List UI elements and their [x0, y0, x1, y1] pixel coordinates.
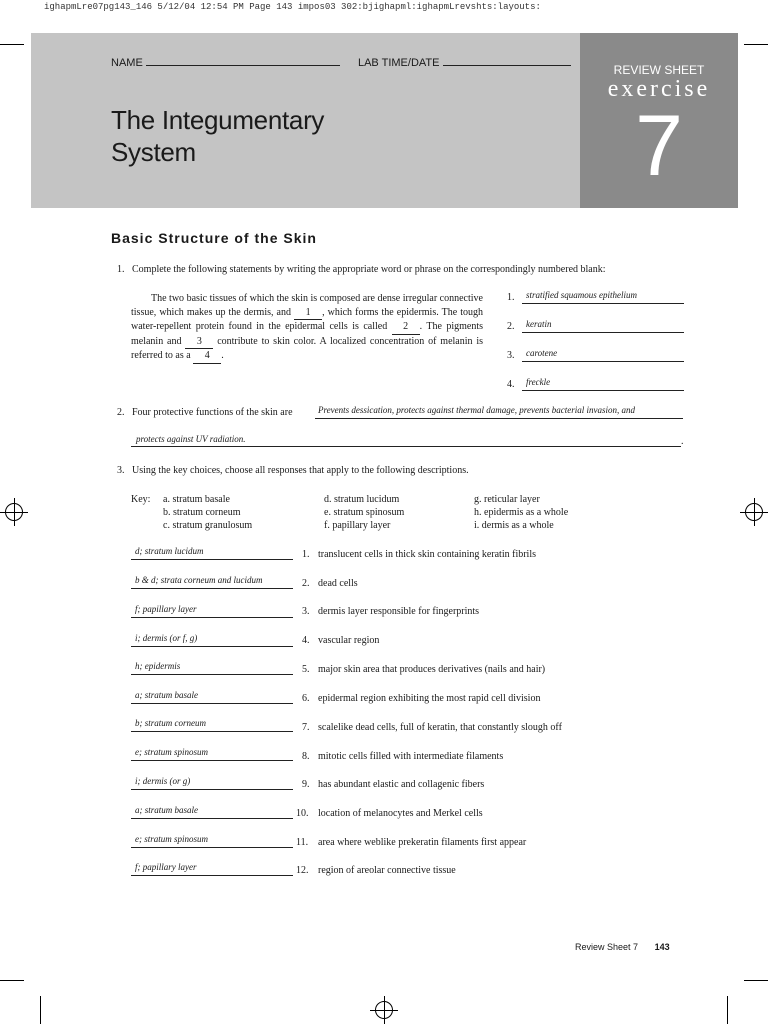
q3-answer: h; epidermis	[135, 661, 181, 671]
printer-slug-line: ighapmLre07pg143_146 5/12/04 12:54 PM Page 143 impos03 302:bjighapml:ighapmLrevshts:layouts:	[44, 2, 541, 12]
q3-answer: e; stratum spinosum	[135, 747, 209, 757]
q3-answer: i; dermis (or f, g)	[135, 633, 198, 643]
q3-item-number: 5.	[302, 664, 310, 675]
key-label: Key:	[131, 494, 151, 505]
answer-line	[315, 418, 683, 419]
blank-2: 2	[392, 320, 420, 335]
answer-line	[131, 847, 293, 848]
q2-answer-line-2: protects against UV radiation.	[136, 434, 246, 444]
answer-line	[131, 818, 293, 819]
q3-item-description: translucent cells in thick skin containing keratin fibrils	[318, 549, 537, 560]
answer-line	[131, 617, 293, 618]
registration-mark-icon	[375, 1001, 393, 1019]
q3-answer: a; stratum basale	[135, 805, 198, 815]
q1-answer-num: 4.	[507, 379, 515, 390]
q1-answer: carotene	[526, 348, 558, 358]
q1-answer: freckle	[526, 377, 551, 387]
q3-answer: f; papillary layer	[135, 862, 197, 872]
q3-item-description: epidermal region exhibiting the most rapid cell division	[318, 693, 541, 704]
q3-item-description: location of melanocytes and Merkel cells	[318, 808, 483, 819]
q1-prompt: Complete the following statements by writing the appropriate word or phrase on the correspondingly numbered blank:	[132, 264, 606, 275]
footer-label: Review Sheet 7	[575, 942, 639, 952]
q3-number: 3.	[117, 465, 125, 476]
answer-line	[131, 760, 293, 761]
q3-item-number: 12.	[296, 865, 309, 876]
answer-line	[131, 875, 293, 876]
q1-answer: stratified squamous epithelium	[526, 290, 637, 300]
q3-item-description: dermis layer responsible for fingerprints	[318, 606, 480, 617]
q3-item-number: 11.	[296, 837, 309, 848]
page-number: 143	[654, 942, 670, 952]
answer-line	[522, 332, 684, 333]
answer-line	[131, 646, 293, 647]
q3-item-description: scalelike dead cells, full of keratin, that constantly slough off	[318, 722, 562, 733]
q2-prompt: Four protective functions of the skin are	[132, 407, 293, 418]
q2-answer-line-1: Prevents dessication, protects against thermal damage, prevents bacterial invasion, and	[318, 405, 635, 415]
q1-answer-num: 2.	[507, 321, 515, 332]
page-footer	[575, 942, 670, 952]
section-title: Basic Structure of the Skin	[111, 230, 317, 246]
crop-mark	[744, 44, 768, 45]
key-column-2: d. stratum lucidum e. stratum spinosum f. papillary layer	[324, 494, 405, 531]
q3-item-number: 10.	[296, 808, 309, 819]
answer-line	[131, 789, 293, 790]
q3-item-number: 3.	[302, 606, 310, 617]
blank-4: 4	[193, 349, 221, 364]
q1-answer-num: 3.	[507, 350, 515, 361]
answer-line	[522, 390, 684, 391]
answer-line	[522, 303, 684, 304]
q3-item-description: region of areolar connective tissue	[318, 865, 456, 876]
key-column-3: g. reticular layer h. epidermis as a whole i. dermis as a whole	[474, 494, 569, 531]
q3-item-description: mitotic cells filled with intermediate filaments	[318, 751, 504, 762]
q3-answer: i; dermis (or g)	[135, 776, 191, 786]
name-blank	[146, 56, 340, 66]
registration-mark-icon	[5, 503, 23, 521]
crop-mark	[744, 980, 768, 981]
q3-item-description: dead cells	[318, 578, 358, 589]
q3-answer: b; stratum corneum	[135, 718, 206, 728]
answer-line	[131, 559, 293, 560]
answer-line	[522, 361, 684, 362]
crop-mark	[40, 996, 41, 1024]
q3-item-description: major skin area that produces derivatives (nails and hair)	[318, 664, 546, 675]
q3-answer: b & d; strata corneum and lucidum	[135, 575, 263, 585]
crop-mark	[0, 980, 24, 981]
q3-answer: a; stratum basale	[135, 690, 198, 700]
registration-mark-icon	[745, 503, 763, 521]
q2-period: .	[681, 436, 684, 447]
answer-line	[131, 674, 293, 675]
q1-answer-num: 1.	[507, 292, 515, 303]
review-sheet-label: REVIEW SHEET	[613, 63, 705, 77]
crop-mark	[727, 996, 728, 1024]
q3-item-number: 2.	[302, 578, 310, 589]
q2-number: 2.	[117, 407, 125, 418]
answer-line	[131, 446, 681, 447]
q1-answer: keratin	[526, 319, 552, 329]
q3-answer: f; papillary layer	[135, 604, 197, 614]
q3-item-description: area where weblike prekeratin filaments first appear	[318, 837, 527, 848]
q1-paragraph: The two basic tissues of which the skin is composed are dense irregular connective tissue, which makes up the dermis, and 1 , which forms the epidermis. The tough water-repellent protein found in the epidermal cells is called 2 . The pigments melanin and 3 contribute to skin color. A localized concentration of melanin is referred to as a 4 .	[131, 292, 483, 364]
exercise-number: 7	[635, 98, 683, 194]
key-column-1: a. stratum basale b. stratum corneum c. stratum granulosum	[163, 494, 253, 531]
answer-line	[131, 588, 293, 589]
blank-1: 1	[294, 306, 322, 321]
q3-prompt: Using the key choices, choose all responses that apply to the following descriptions.	[132, 465, 469, 476]
exercise-badge	[580, 33, 738, 208]
blank-3: 3	[185, 335, 213, 350]
q3-item-description: vascular region	[318, 635, 380, 646]
q3-item-description: has abundant elastic and collagenic fibers	[318, 779, 485, 790]
q3-item-number: 8.	[302, 751, 310, 762]
name-row	[111, 56, 571, 69]
exercise-label: exercise	[607, 76, 711, 102]
crop-mark	[0, 44, 24, 45]
page-title: The Integumentary System	[111, 105, 325, 167]
q3-item-number: 7.	[302, 722, 310, 733]
q1-number: 1.	[117, 264, 125, 275]
lab-time-blank	[443, 56, 571, 66]
q3-answer: d; stratum lucidum	[135, 546, 204, 556]
q3-answer: e; stratum spinosum	[135, 834, 209, 844]
name-label: NAME	[111, 57, 143, 69]
q3-item-number: 1.	[302, 549, 310, 560]
q3-item-number: 6.	[302, 693, 310, 704]
q3-item-number: 9.	[302, 779, 310, 790]
q3-item-number: 4.	[302, 635, 310, 646]
lab-time-label: LAB TIME/DATE	[357, 57, 440, 69]
answer-line	[131, 703, 293, 704]
answer-line	[131, 731, 293, 732]
